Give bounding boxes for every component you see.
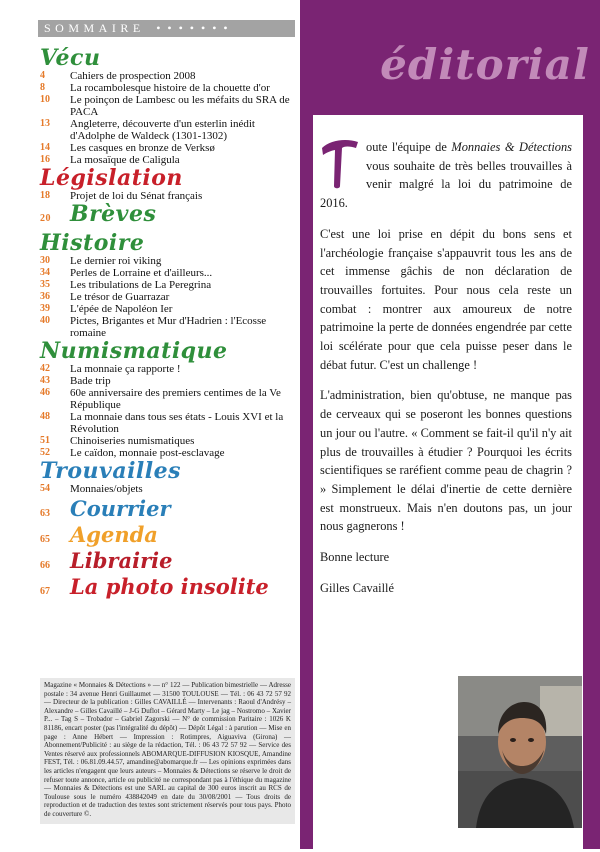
- editorial-title: éditorial: [380, 40, 590, 89]
- toc-page-number: 35: [40, 279, 50, 290]
- toc-page-number: 40: [40, 315, 50, 326]
- rubric-page-number: 66: [40, 560, 50, 571]
- toc-page-number: 52: [40, 447, 50, 458]
- toc-page-number: 14: [40, 142, 50, 153]
- toc-page-number: 36: [40, 291, 50, 302]
- toc-page-number: 48: [40, 411, 50, 422]
- toc-entry[interactable]: [40, 303, 295, 315]
- section-title-4: [40, 339, 295, 363]
- rubric-title: Courrier: [70, 496, 171, 521]
- toc-entry-title: Perles de Lorraine et d'ailleurs...: [70, 267, 213, 279]
- rubric-page-number: 67: [40, 586, 50, 597]
- toc-entry-title: Bade trip: [70, 375, 111, 387]
- editorial-p1-end: vous souhaite de très belles trouvailles à venir malgré la loi du patrimoine de 2016.: [320, 158, 572, 211]
- toc-entry[interactable]: [40, 435, 295, 447]
- magazine-name: Monnaies & Détections: [451, 140, 573, 154]
- section-title-1: [40, 166, 295, 190]
- toc-entry[interactable]: [40, 255, 295, 267]
- rubric-entry[interactable]: [40, 523, 295, 547]
- section-title-text: Histoire: [40, 230, 145, 256]
- toc-entry-title: La monnaie ça rapporte !: [70, 363, 181, 375]
- rubric-entry[interactable]: [40, 549, 295, 573]
- rubric-title: Librairie: [70, 548, 173, 573]
- toc-entry-title: Le caïdon, monnaie post-esclavage: [70, 447, 225, 459]
- toc-page-number: 43: [40, 375, 50, 386]
- toc-entry[interactable]: [40, 411, 295, 435]
- toc-entry-title: Projet de loi du Sénat français: [70, 190, 203, 202]
- toc-entry-title: La rocambolesque histoire de la chouette d'or: [70, 82, 270, 94]
- sommaire-header: [38, 20, 295, 37]
- toc-entry[interactable]: [40, 118, 295, 142]
- author-portrait-image: [458, 676, 582, 828]
- toc-page-number: 34: [40, 267, 50, 278]
- rubric-page-number: 63: [40, 508, 50, 519]
- sommaire-dots: • • • • • • •: [156, 21, 230, 35]
- author-photo: [458, 676, 582, 828]
- section-title-text: Brèves: [70, 201, 157, 227]
- toc-page-number: 46: [40, 387, 50, 398]
- toc-entry-title: Monnaies/objets: [70, 483, 143, 495]
- toc-entry[interactable]: [40, 142, 295, 154]
- toc-entry-title: Cahiers de prospection 2008: [70, 70, 196, 82]
- toc-entry-title: Le poinçon de Lambesc ou les méfaits du SRA de PACA: [70, 94, 290, 118]
- toc-entry[interactable]: [40, 483, 295, 495]
- publication-credits: Magazine « Monnaies & Détections » — n° 122 — Publication bimestrielle — Adresse postale : 34 avenue Henri Guillaumet — 31500 TOULOUSE — Tél. : 06 43 72 57 92 — Directeur de la publication : Gilles CAVAILLÉ — Intervenants : Raoul d'Andrésy – Alexandre – Gilles Cavaillé – J-G Duflot – Gérard Marty – Le jag – Nostromo – Xavier P... – Tag S – Trobador – Gabriel Zagorski — N° de commission Paritaire : 1026 K 81186, encart poster (pas l'intégralité du dépôt) — Dépôt Légal : à parution — Mise en page : Anne Hébert — Impression : Rotimpres, Aiguaviva (Girona) — Abonnement/Publicité : au siège de la rédaction, Tél. : 06 43 72 57 92 — Service des Ventes réservé aux professionnels ABOMARQUE-DIFFUSION KIOSQUE, Amandine FEST, Tél. : 06.81.09.44.57, amandine@abomarque.fr — Les opinions exprimées dans les articles n'engagent que leurs auteurs – Monnaies & Détections se réserve le droit de refuser toute annonce, article ou publicité ne correspondant pas à l'éthique du magazine — Monnaies & Détections est une SARL au capital de 300 euros inscrit au RCS de Toulouse sous le numéro 438842049 en date du 30/08/2001 — Tous droits de reproduction et de traduction des textes sont strictement réservés pour tous pays. Photo de couverture ©.: [40, 678, 295, 824]
- dropcap-t-icon: [320, 136, 360, 190]
- toc-entry[interactable]: [40, 387, 295, 411]
- toc-page-number: 13: [40, 118, 50, 129]
- editorial-paragraph-1: [320, 138, 572, 213]
- section-title-5: [40, 459, 295, 483]
- toc-page-number: 39: [40, 303, 50, 314]
- rubric-entry[interactable]: [40, 575, 295, 599]
- toc-entry-title: Angleterre, découverte d'un esterlin inédit d'Adolphe de Waldeck (1301-1302): [70, 118, 255, 142]
- toc-page-number: 30: [40, 255, 50, 266]
- section-title-3: [40, 231, 295, 255]
- editorial-closing: Bonne lecture: [320, 550, 390, 565]
- editorial-signature: Gilles Cavaillé: [320, 580, 394, 595]
- rubric-entry[interactable]: [40, 497, 295, 521]
- toc-entry-title: Le trésor de Guarrazar: [70, 291, 170, 303]
- toc-page-number: 10: [40, 94, 50, 105]
- sommaire-label: SOMMAIRE: [44, 21, 145, 35]
- toc-entry-title: Les tribulations de La Peregrina: [70, 279, 212, 291]
- editorial-paragraph-2: C'est une loi prise en dépit du bons sens et l'archéologie française s'appauvrit tous les ans de cet immense gâchis de non déclaration de trouvailles fortuites. Pour nous cela reste un combat : montrer aux amoureux de notre patrimoine la perte de données engendrée par cette loi scélérate pour que cela puisse peser dans le débat futur. C'est un challenge !: [320, 226, 572, 372]
- toc-entry[interactable]: [40, 267, 295, 279]
- toc-entry-title: Pictes, Brigantes et Mur d'Hadrien : l'Ecosse romaine: [70, 315, 267, 339]
- rubric-title: Agenda: [70, 522, 158, 547]
- section-title-text: Numismatique: [40, 338, 228, 364]
- toc-entry-title: 60e anniversaire des premiers centimes de la Ve République: [70, 387, 281, 411]
- toc-entry-title: Chinoiseries numismatiques: [70, 435, 195, 447]
- toc-entry-title: Le dernier roi viking: [70, 255, 162, 267]
- toc-entry-title: La monnaie dans tous ses états - Louis XVI et la Révolution: [70, 411, 284, 435]
- toc-entry[interactable]: [40, 82, 295, 94]
- section-title-text: Trouvailles: [40, 458, 182, 484]
- toc-entry[interactable]: [40, 279, 295, 291]
- toc-entry-title: L'épée de Napoléon Ier: [70, 303, 173, 315]
- section-title-text: Vécu: [40, 45, 101, 71]
- toc-page-number: 51: [40, 435, 50, 446]
- section-title-0: [40, 46, 295, 70]
- toc-page-number: 4: [40, 70, 45, 81]
- toc-entry[interactable]: [40, 315, 295, 339]
- rubric-page-number: 65: [40, 534, 50, 545]
- toc-page-number: 18: [40, 190, 50, 201]
- toc-page-number: 16: [40, 154, 50, 165]
- editorial-body: [320, 138, 572, 609]
- toc-page-number: 54: [40, 483, 50, 494]
- rubric-title: La photo insolite: [70, 574, 269, 599]
- table-of-contents: [40, 46, 295, 599]
- toc-entry-title: La mosaïque de Caligula: [70, 154, 180, 166]
- section-title-2: [40, 202, 295, 231]
- toc-page-number: 8: [40, 82, 45, 93]
- section-page: 20: [40, 213, 51, 224]
- editorial-paragraph-3: L'administration, bien qu'obtuse, ne manque pas de cerveaux qui se poseront les bonnes questions un jour ou l'autre. « Comment se fait-il qu'il n'y ait plus de trouvailles à étudier ? Pourquoi les écrits scientifiques se raréfient comme peau de chagrin ? » Simplement le délai d'inertie de cette dernière est monstrueux. Mais n'en doutons pas, un jour nous gagnerons !: [320, 388, 572, 534]
- toc-page-number: 42: [40, 363, 50, 374]
- toc-entry-title: Les casques en bronze de Verksø: [70, 142, 215, 154]
- toc-entry[interactable]: [40, 94, 295, 118]
- toc-entry[interactable]: [40, 363, 295, 375]
- toc-entry[interactable]: [40, 70, 295, 82]
- section-title-text: Législation: [40, 165, 183, 191]
- toc-entry[interactable]: [40, 375, 295, 387]
- toc-entry[interactable]: [40, 291, 295, 303]
- sommaire-column: [0, 0, 300, 849]
- editorial-p1-start: oute l'équipe de: [366, 140, 452, 154]
